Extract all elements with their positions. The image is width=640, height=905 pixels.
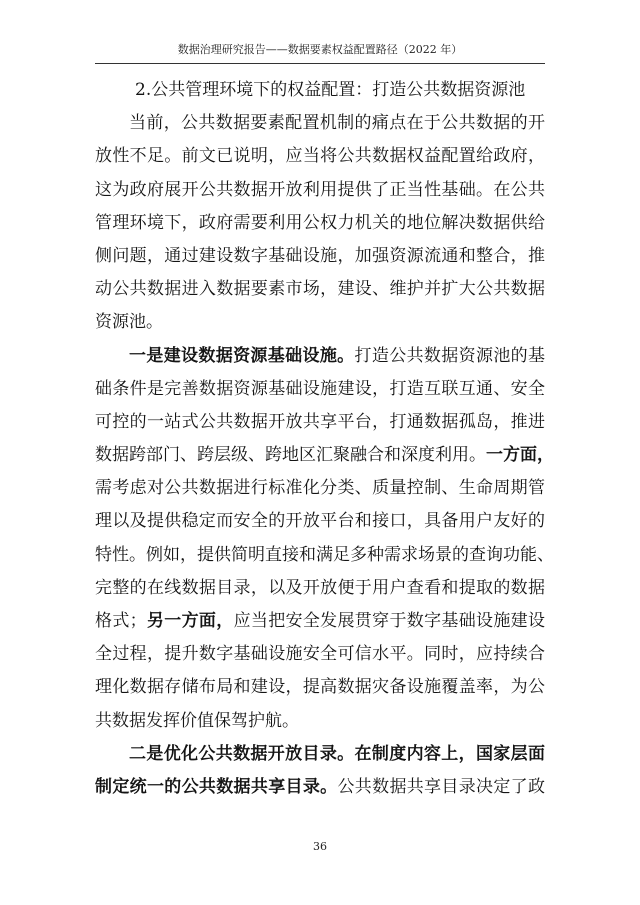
- paragraph-line: 二是优化公共数据开放目录。在制度内容上，国家层面: [129, 743, 545, 764]
- paragraph-line: 这为政府展开公共数据开放利用提供了正当性基础。在公共: [95, 179, 545, 200]
- paragraph-line: 特性。例如，提供简明直接和满足多种需求场景的查询功能、: [95, 544, 554, 565]
- line-text: 数据跨部门、跨层级、跨地区汇聚融合和深度利用。: [95, 445, 486, 466]
- paragraph-2: [95, 340, 554, 738]
- bold-emphasis-text: 另一方面，: [146, 611, 234, 631]
- paragraph-line: [95, 605, 545, 638]
- paragraph-1: [95, 107, 545, 339]
- line-text: 格式；: [95, 611, 147, 631]
- paragraph-line: 可控的一站式公共数据开放共享平台，打通数据孤岛，推进: [95, 411, 545, 432]
- running-header: 数据治理研究报告——数据要素权益配置路径（2022 年）: [177, 43, 463, 56]
- paragraph-line: 共数据发挥价值保驾护航。: [95, 710, 299, 731]
- bold-lead-text: 制定统一的公共数据共享目录。: [95, 776, 338, 797]
- paragraph-line: 资源池。: [95, 312, 163, 333]
- paragraph-line: 放性不足。前文已说明，应当将公共数据权益配置给政府，: [95, 146, 545, 167]
- paragraph-3: [95, 738, 545, 804]
- section-heading: 2.公共管理环境下的权益配置：打造公共数据资源池: [135, 80, 526, 100]
- paragraph-line: 侧问题，通过建设数字基础设施，加强资源流通和整合，推: [95, 245, 545, 266]
- paragraph-line: 础条件是完善数据资源基础设施建设，打造互联互通、安全: [95, 378, 545, 399]
- paragraph-line: 动公共数据进入数据要素市场，建设、维护并扩大公共数据: [95, 279, 545, 300]
- paragraph-line: 当前，公共数据要素配置机制的痛点在于公共数据的开: [129, 113, 545, 134]
- bold-lead-text: 一是建设数据资源基础设施。: [129, 345, 355, 366]
- paragraph-line: 全过程，提升数字基础设施安全可信水平。同时，应持续合: [95, 644, 545, 665]
- paragraph-line: [95, 340, 545, 373]
- line-text: 打造公共数据资源池的基: [354, 345, 546, 366]
- paragraph-line: 完整的在线数据目录，以及开放便于用户查看和提取的数据: [95, 577, 545, 598]
- bold-emphasis-text: 一方面，: [486, 445, 554, 466]
- paragraph-line: 管理环境下，政府需要利用公权力机关的地位解决数据供给: [95, 212, 545, 233]
- header-divider: [95, 63, 545, 64]
- paragraph-line: 需考虑对公共数据进行标准化分类、质量控制、生命周期管: [95, 478, 545, 499]
- line-text: 公共数据共享目录决定了政: [337, 776, 546, 797]
- page-number: 36: [313, 840, 327, 853]
- paragraph-line: 理以及提供稳定而安全的开放平台和接口，具备用户友好的: [95, 511, 545, 532]
- paragraph-line: [95, 439, 554, 472]
- paragraph-line: 理化数据存储布局和建设，提高数据灾备设施覆盖率，为公: [95, 677, 545, 698]
- line-text: 应当把安全发展贯穿于数字基础设施建设: [233, 611, 546, 631]
- body-text: [95, 74, 554, 804]
- paragraph-line: [95, 771, 545, 804]
